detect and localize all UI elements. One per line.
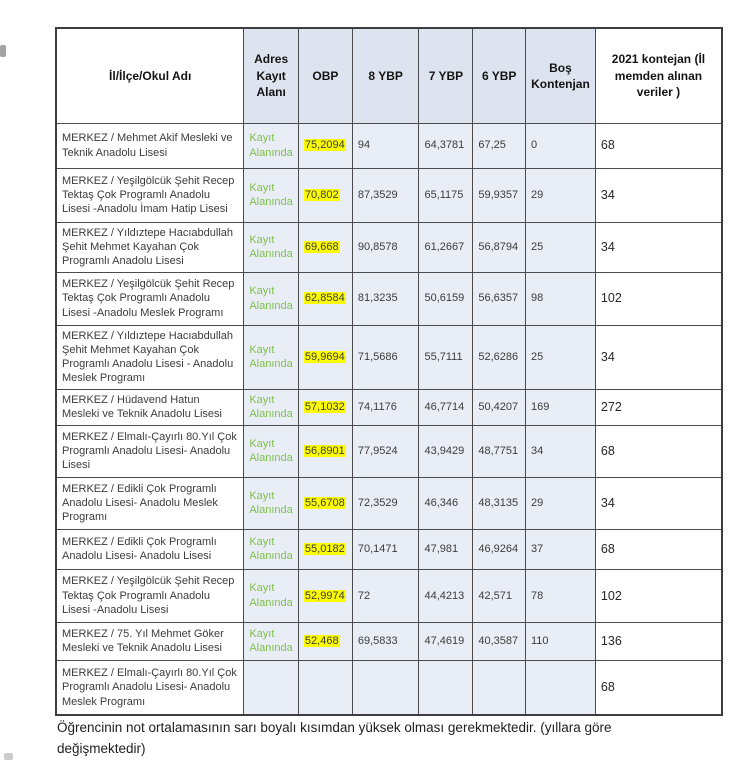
obp-highlighted-value: 70,802	[304, 188, 339, 201]
cell-6ybp: 52,6286	[473, 325, 526, 389]
cell-6ybp: 48,3135	[473, 477, 526, 529]
cell-bos-kontenjan: 37	[526, 529, 596, 569]
obp-highlighted-value: 59,9694	[304, 350, 345, 363]
school-score-table-container	[55, 27, 723, 716]
table-row	[56, 622, 722, 660]
cell-obp	[298, 168, 352, 222]
cell-school-name: MERKEZ / Yıldıztepe Hacıabdullah Şehit Mehmet Kayahan Çok Programlı Anadolu Lisesi - Anadolu Meslek Programı	[56, 325, 244, 389]
cell-school-name: MERKEZ / 75. Yıl Mehmet Göker Mesleki ve Teknik Anadolu Lisesi	[56, 622, 244, 660]
table-row	[56, 425, 722, 477]
cell-bos-kontenjan: 34	[526, 425, 596, 477]
cell-bos-kontenjan: 29	[526, 477, 596, 529]
cell-8ybp: 90,8578	[352, 222, 419, 272]
cell-school-name: MERKEZ / Mehmet Akif Mesleki ve Teknik Anadolu Lisesi	[56, 123, 244, 168]
cell-adres-kayit: Kayıt Alanında	[244, 569, 299, 622]
cell-school-name: MERKEZ / Elmalı-Çayırlı 80.Yıl Çok Programlı Anadolu Lisesi- Anadolu Lisesi	[56, 425, 244, 477]
cell-adres-kayit: Kayıt Alanında	[244, 123, 299, 168]
cell-bos-kontenjan: 25	[526, 222, 596, 272]
cell-bos-kontenjan: 169	[526, 389, 596, 425]
cell-obp	[298, 272, 352, 325]
cell-8ybp: 77,9524	[352, 425, 419, 477]
cell-school-name: MERKEZ / Yeşilgölcük Şehit Recep Tektaş Çok Programlı Anadolu Lisesi -Anadolu Lisesi	[56, 569, 244, 622]
cell-8ybp: 69,5833	[352, 622, 419, 660]
cell-7ybp: 65,1175	[419, 168, 473, 222]
cell-8ybp	[352, 660, 419, 715]
cell-bos-kontenjan: 25	[526, 325, 596, 389]
cell-school-name: MERKEZ / Edikli Çok Programlı Anadolu Lisesi- Anadolu Meslek Programı	[56, 477, 244, 529]
cell-2021-kontenjan: 34	[595, 168, 722, 222]
table-row	[56, 168, 722, 222]
cell-obp	[298, 529, 352, 569]
cell-2021-kontenjan: 102	[595, 569, 722, 622]
obp-highlighted-value: 52,468	[304, 635, 339, 648]
header-bos-kontenjan: Boş Kontenjan	[526, 28, 596, 123]
cell-7ybp: 47,981	[419, 529, 473, 569]
cell-obp	[298, 622, 352, 660]
obp-highlighted-value: 62,8584	[304, 292, 345, 305]
cell-6ybp: 56,8794	[473, 222, 526, 272]
header-row	[56, 28, 722, 123]
header-adres-kayit: Adres Kayıt Alanı	[244, 28, 299, 123]
cell-6ybp: 42,571	[473, 569, 526, 622]
cell-8ybp: 87,3529	[352, 168, 419, 222]
cell-adres-kayit: Kayıt Alanında	[244, 389, 299, 425]
cell-school-name: MERKEZ / Yeşilgölcük Şehit Recep Tektaş Çok Programlı Anadolu Lisesi -Anadolu Meslek Programı	[56, 272, 244, 325]
cell-adres-kayit: Kayıt Alanında	[244, 477, 299, 529]
cell-adres-kayit: Kayıt Alanında	[244, 622, 299, 660]
cell-bos-kontenjan: 98	[526, 272, 596, 325]
table-row	[56, 325, 722, 389]
cell-2021-kontenjan: 272	[595, 389, 722, 425]
cell-7ybp: 50,6159	[419, 272, 473, 325]
cell-obp	[298, 325, 352, 389]
cell-6ybp: 67,25	[473, 123, 526, 168]
obp-highlighted-value: 56,8901	[304, 445, 345, 458]
table-row	[56, 389, 722, 425]
table-header	[56, 28, 722, 123]
cell-7ybp: 55,7111	[419, 325, 473, 389]
table-row	[56, 529, 722, 569]
cell-7ybp: 47,4619	[419, 622, 473, 660]
obp-highlighted-value: 55,6708	[304, 497, 345, 510]
obp-highlighted-value: 75,2094	[304, 139, 345, 152]
cell-adres-kayit: Kayıt Alanında	[244, 222, 299, 272]
table-row	[56, 569, 722, 622]
cell-bos-kontenjan	[526, 660, 596, 715]
cell-school-name: MERKEZ / Elmalı-Çayırlı 80.Yıl Çok Programlı Anadolu Lisesi- Anadolu Meslek Programı	[56, 660, 244, 715]
cell-obp	[298, 569, 352, 622]
cell-school-name: MERKEZ / Yeşilgölcük Şehit Recep Tektaş Çok Programlı Anadolu Lisesi -Anadolu İmam Hatip Lisesi	[56, 168, 244, 222]
header-2021-kontenjan: 2021 kontejan (İl memden alınan veriler )	[595, 28, 722, 123]
cell-2021-kontenjan: 68	[595, 123, 722, 168]
cell-2021-kontenjan: 102	[595, 272, 722, 325]
cell-7ybp: 44,4213	[419, 569, 473, 622]
cell-6ybp: 59,9357	[473, 168, 526, 222]
header-obp: OBP	[298, 28, 352, 123]
table-row	[56, 222, 722, 272]
cell-adres-kayit: Kayıt Alanında	[244, 168, 299, 222]
table-row	[56, 272, 722, 325]
obp-highlighted-value: 57,1032	[304, 401, 345, 414]
cell-6ybp: 48,7751	[473, 425, 526, 477]
cell-obp	[298, 425, 352, 477]
scan-artifact	[0, 45, 6, 57]
header-school-name: İl/İlçe/Okul Adı	[56, 28, 244, 123]
cell-7ybp: 64,3781	[419, 123, 473, 168]
cell-bos-kontenjan: 78	[526, 569, 596, 622]
cell-8ybp: 74,1176	[352, 389, 419, 425]
header-8ybp: 8 YBP	[352, 28, 419, 123]
cell-2021-kontenjan: 68	[595, 660, 722, 715]
cell-2021-kontenjan: 68	[595, 425, 722, 477]
header-7ybp: 7 YBP	[419, 28, 473, 123]
cell-8ybp: 70,1471	[352, 529, 419, 569]
cell-2021-kontenjan: 34	[595, 477, 722, 529]
cell-obp	[298, 222, 352, 272]
cell-school-name: MERKEZ / Hüdavend Hatun Mesleki ve Teknik Anadolu Lisesi	[56, 389, 244, 425]
cell-2021-kontenjan: 136	[595, 622, 722, 660]
cell-8ybp: 94	[352, 123, 419, 168]
cell-6ybp	[473, 660, 526, 715]
cell-7ybp: 46,7714	[419, 389, 473, 425]
cell-8ybp: 72	[352, 569, 419, 622]
cell-bos-kontenjan: 110	[526, 622, 596, 660]
cell-2021-kontenjan: 34	[595, 222, 722, 272]
cell-adres-kayit: Kayıt Alanında	[244, 425, 299, 477]
cell-bos-kontenjan: 0	[526, 123, 596, 168]
cell-obp	[298, 477, 352, 529]
cell-adres-kayit	[244, 660, 299, 715]
cell-7ybp: 46,346	[419, 477, 473, 529]
cell-6ybp: 46,9264	[473, 529, 526, 569]
cell-school-name: MERKEZ / Edikli Çok Programlı Anadolu Lisesi- Anadolu Lisesi	[56, 529, 244, 569]
table-row	[56, 477, 722, 529]
cell-obp	[298, 123, 352, 168]
cell-6ybp: 40,3587	[473, 622, 526, 660]
obp-highlighted-value: 52,9974	[304, 589, 345, 602]
footer-note: Öğrencinin not ortalamasının sarı boyalı kısımdan yüksek olması gerekmektedir. (yıllara göre değişmektedir)	[57, 720, 612, 756]
obp-highlighted-value: 69,668	[304, 240, 339, 253]
cell-6ybp: 56,6357	[473, 272, 526, 325]
cell-adres-kayit: Kayıt Alanında	[244, 325, 299, 389]
school-score-table	[55, 27, 723, 716]
cell-adres-kayit: Kayıt Alanında	[244, 529, 299, 569]
cell-6ybp: 50,4207	[473, 389, 526, 425]
cell-7ybp: 61,2667	[419, 222, 473, 272]
cell-2021-kontenjan: 34	[595, 325, 722, 389]
cell-bos-kontenjan: 29	[526, 168, 596, 222]
cell-obp	[298, 660, 352, 715]
cell-obp	[298, 389, 352, 425]
header-6ybp: 6 YBP	[473, 28, 526, 123]
cell-8ybp: 72,3529	[352, 477, 419, 529]
cell-7ybp: 43,9429	[419, 425, 473, 477]
cell-school-name: MERKEZ / Yıldıztepe Hacıabdullah Şehit Mehmet Kayahan Çok Programlı Anadolu Lisesi	[56, 222, 244, 272]
cell-8ybp: 71,5686	[352, 325, 419, 389]
table-row	[56, 123, 722, 168]
table-body	[56, 123, 722, 715]
cell-2021-kontenjan: 68	[595, 529, 722, 569]
scan-artifact	[4, 753, 13, 760]
cell-adres-kayit: Kayıt Alanında	[244, 272, 299, 325]
obp-highlighted-value: 55,0182	[304, 543, 345, 556]
table-row	[56, 660, 722, 715]
cell-7ybp	[419, 660, 473, 715]
cell-8ybp: 81,3235	[352, 272, 419, 325]
